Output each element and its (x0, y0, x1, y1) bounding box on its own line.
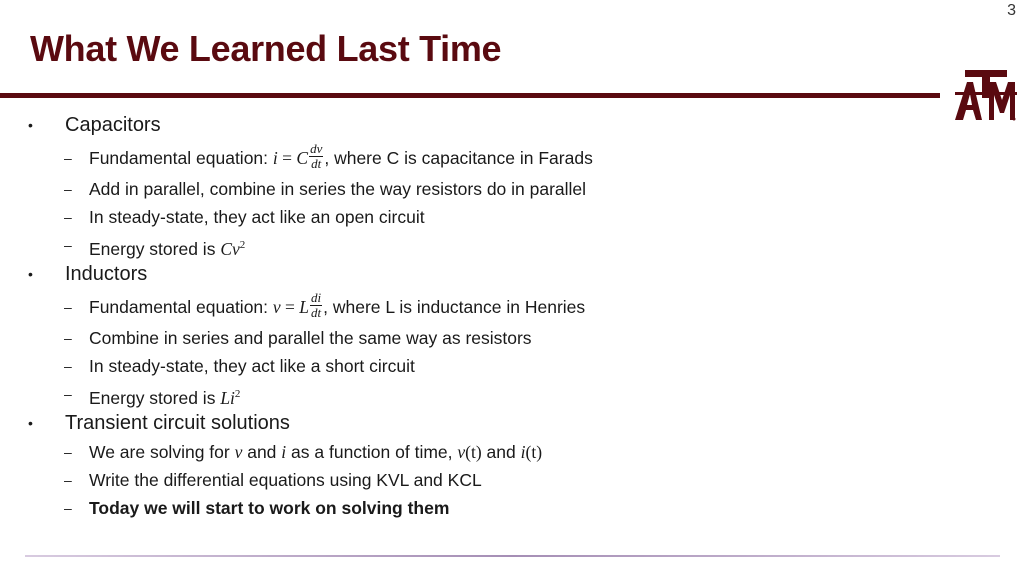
dash-glyph: – (64, 209, 72, 225)
math-var: v (272, 297, 281, 317)
slide-title: What We Learned Last Time (30, 28, 502, 69)
slide-content (0, 112, 1000, 524)
bullet-glyph: • (28, 415, 33, 431)
sub-text: In steady-state, they act like an open circuit (89, 207, 425, 227)
text: We are solving for (89, 442, 235, 462)
bullet-transient (0, 410, 1000, 440)
dash-glyph: – (64, 150, 72, 166)
math-eq: = (277, 148, 297, 168)
text: Fundamental equation: (89, 148, 273, 168)
dash-glyph: – (64, 330, 72, 346)
math-expr: Li (220, 387, 235, 408)
sub-text: Write the differential equations using KVL and KCL (89, 470, 482, 490)
sub-item (0, 382, 1000, 410)
sub-item (0, 291, 1000, 326)
dash-glyph: – (64, 500, 72, 516)
dash-glyph: – (64, 237, 72, 253)
text: , where C is capacitance in Farads (324, 148, 593, 168)
bullet-label: Capacitors (65, 114, 161, 136)
dash-glyph: – (64, 444, 72, 460)
sub-item (0, 142, 1000, 177)
math-var: C (296, 148, 309, 168)
fraction: $\frac{di}{dt}$ (311, 289, 322, 320)
math-expr: Cv (220, 238, 240, 259)
dash-glyph: – (64, 386, 72, 402)
sub-item (0, 354, 1000, 382)
sub-item (0, 177, 1000, 205)
bullet-inductors (0, 261, 1000, 291)
exponent: 2 (234, 388, 241, 400)
text: Energy stored is (89, 238, 221, 259)
text: and (242, 442, 282, 462)
dash-glyph: – (64, 299, 72, 315)
dash-glyph: – (64, 181, 72, 197)
math-var: i (520, 442, 526, 462)
sub-item (0, 233, 1000, 261)
math-var: i (281, 442, 287, 462)
bullet-capacitors (0, 112, 1000, 142)
math-var: L (299, 297, 310, 317)
fraction: $\frac{dv}{dt}$ (310, 140, 323, 171)
dash-glyph: – (64, 358, 72, 374)
math-eq: = (280, 297, 300, 317)
sub-item (0, 440, 1000, 468)
bullet-glyph: • (28, 117, 33, 133)
title-divider (0, 93, 940, 98)
bullet-glyph: • (28, 266, 33, 282)
text: , where L is inductance in Henries (323, 297, 586, 317)
sub-text: In steady-state, they act like a short circuit (89, 356, 415, 376)
text: and (481, 442, 521, 462)
math-arg: (t) (465, 442, 482, 462)
sub-text: Add in parallel, combine in series the way resistors do in parallel (89, 179, 587, 199)
text: Energy stored is (89, 387, 221, 408)
math-arg: (t) (525, 442, 543, 462)
sub-item (0, 468, 1000, 496)
page-number: 3 (1007, 2, 1016, 19)
sub-item (0, 326, 1000, 354)
math-var: v (234, 442, 243, 462)
bullet-label: Inductors (65, 263, 148, 285)
sub-text: Combine in series and parallel the same way as resistors (89, 328, 532, 348)
text: as a function of time, (286, 442, 458, 462)
exponent: 2 (239, 239, 246, 251)
sub-text-emphasis: Today we will start to work on solving them (89, 498, 450, 518)
dash-glyph: – (64, 472, 72, 488)
footer-divider (25, 555, 1000, 557)
math-var: i (272, 148, 278, 168)
sub-item (0, 205, 1000, 233)
sub-item (0, 496, 1000, 524)
math-var: v (457, 442, 466, 462)
text: Fundamental equation: (89, 297, 273, 317)
bullet-label: Transient circuit solutions (65, 412, 290, 434)
